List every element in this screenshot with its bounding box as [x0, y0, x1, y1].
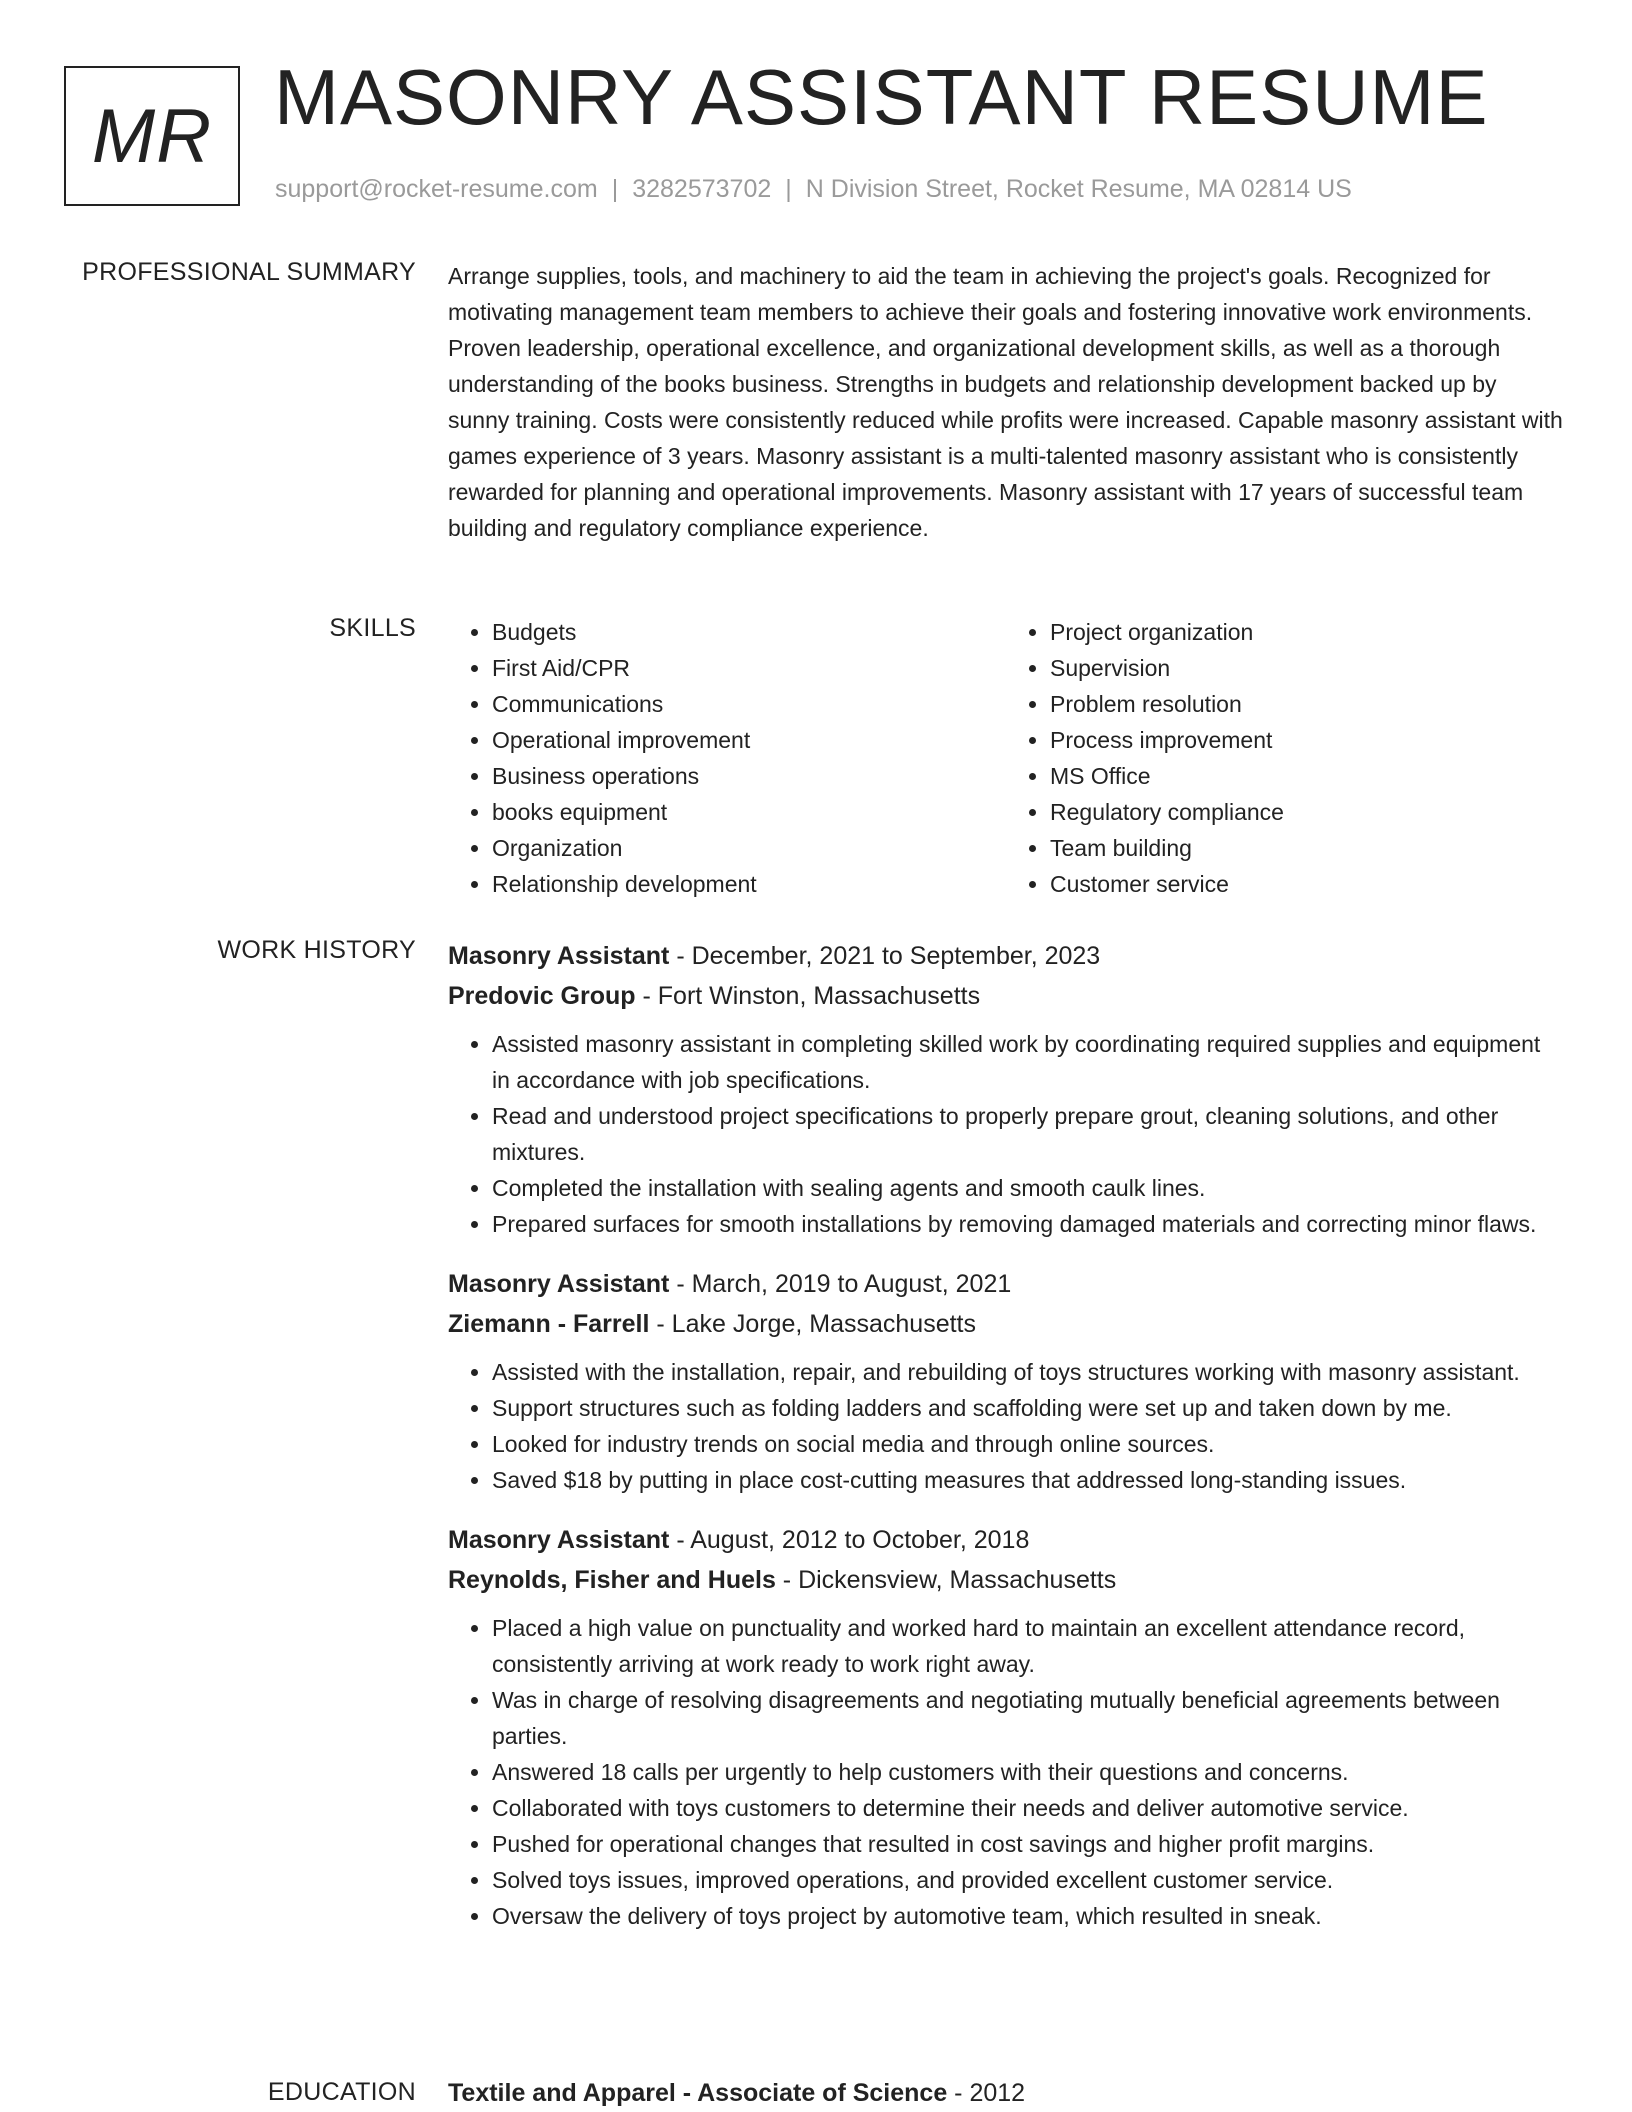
job-company: Predovic Group [448, 982, 636, 1010]
skill-item: • Process improvement [1050, 722, 1564, 758]
job-location: - Fort Winston, Massachusetts [635, 982, 981, 1010]
skill-item: • Operational improvement [492, 722, 1006, 758]
skill-item: • Business operations [492, 758, 1006, 794]
job-entry [448, 1264, 1564, 1498]
resume-title: MASONRY ASSISTANT RESUME [274, 53, 1489, 141]
job-bullet: • Read and understood project specifications to properly prepare grout, cleaning solutions, and other mixtures. [492, 1098, 1564, 1170]
job-title: Masonry Assistant [448, 1526, 670, 1554]
education-body [448, 2078, 1564, 2108]
contact-phone: 3282573702 [632, 175, 772, 203]
initials-monogram: MR [64, 66, 240, 206]
contact-address: N Division Street, Rocket Resume, MA 02814 US [805, 175, 1352, 203]
job-bullet: • Collaborated with toys customers to determine their needs and deliver automotive service. [492, 1790, 1564, 1826]
skills-body [448, 614, 1564, 902]
job-bullet: • Solved toys issues, improved operations, and provided excellent customer service. [492, 1862, 1564, 1898]
job-bullets [448, 1354, 1564, 1498]
contact-separator: | [785, 175, 792, 203]
job-company: Ziemann - Farrell [448, 1310, 650, 1338]
job-bullet: • Was in charge of resolving disagreements and negotiating mutually beneficial agreements between parties. [492, 1682, 1564, 1754]
skill-item: • MS Office [1050, 758, 1564, 794]
job-bullet: • Placed a high value on punctuality and worked hard to maintain an excellent attendance record, consistently arriving at work ready to work right away. [492, 1610, 1564, 1682]
job-bullet: • Looked for industry trends on social media and through online sources. [492, 1426, 1564, 1462]
summary-text: Arrange supplies, tools, and machinery to aid the team in achieving the project's goals. Recognized for motivating management team members to achieve their goals and fostering innovative work environments. Proven leadership, operational excellence, and organizational development skills, as well as a thorough understanding of the books business. Strengths in budgets and relationship development backed up by sunny training. Costs were consistently reduced while profits were increased. Capable masonry assistant with games experience of 3 years. Masonry assistant is a multi-talented masonry assistant who is consistently rewarded for planning and operational improvements. Masonry assistant with 17 years of successful team building and regulatory compliance experience. [448, 263, 1563, 541]
job-dates: - March, 2019 to August, 2021 [669, 1270, 1012, 1298]
job-bullet: • Saved $18 by putting in place cost-cutting measures that addressed long-standing issues. [492, 1462, 1564, 1498]
contact-separator: | [611, 175, 619, 203]
education-entry [448, 2078, 1564, 2108]
summary-body [448, 258, 1564, 546]
job-bullets [448, 1026, 1564, 1242]
job-bullet: • Pushed for operational changes that resulted in cost savings and higher profit margins. [492, 1826, 1564, 1862]
job-bullet: • Completed the installation with sealing agents and smooth caulk lines. [492, 1170, 1564, 1206]
skill-item: • First Aid/CPR [492, 650, 1006, 686]
education-year: - 2012 [947, 2079, 1026, 2107]
job-bullet: • Support structures such as folding ladders and scaffolding were set up and taken down by me. [492, 1390, 1564, 1426]
contact-email: support@rocket-resume.com [275, 175, 598, 203]
skill-item: • Organization [492, 830, 1006, 866]
skill-item: • Problem resolution [1050, 686, 1564, 722]
job-bullet: • Assisted with the installation, repair, and rebuilding of toys structures working with masonry assistant. [492, 1354, 1564, 1390]
job-dates: - December, 2021 to September, 2023 [669, 942, 1101, 970]
summary-heading: PROFESSIONAL SUMMARY [82, 258, 416, 286]
job-title-line [448, 1264, 1564, 1304]
skill-item: • Communications [492, 686, 1006, 722]
skill-item: • Regulatory compliance [1050, 794, 1564, 830]
skills-list-left [448, 614, 1006, 902]
skill-item: • Relationship development [492, 866, 1006, 902]
job-bullets [448, 1610, 1564, 1934]
skills-heading: SKILLS [329, 614, 416, 642]
skill-item: • Project organization [1050, 614, 1564, 650]
job-company-line [448, 1560, 1564, 1600]
work-history-heading: WORK HISTORY [217, 936, 416, 964]
job-location: - Lake Jorge, Massachusetts [649, 1310, 976, 1338]
job-title: Masonry Assistant [448, 942, 670, 970]
education-degree: Textile and Apparel - Associate of Science [448, 2079, 948, 2107]
job-location: - Dickensview, Massachusetts [775, 1566, 1117, 1594]
job-title-line [448, 1520, 1564, 1560]
skill-item: • Budgets [492, 614, 1006, 650]
job-entry [448, 1520, 1564, 1934]
job-company-line [448, 1304, 1564, 1344]
skill-item: • Team building [1050, 830, 1564, 866]
job-title-line [448, 936, 1564, 976]
contact-line [275, 175, 1352, 204]
job-bullet: • Answered 18 calls per urgently to help customers with their questions and concerns. [492, 1754, 1564, 1790]
work-history-body [448, 936, 1564, 1956]
skill-item: • books equipment [492, 794, 1006, 830]
education-heading: EDUCATION [267, 2078, 416, 2106]
skill-item: • Customer service [1050, 866, 1564, 902]
skills-list-right [1006, 614, 1564, 902]
job-bullet: • Oversaw the delivery of toys project by automotive team, which resulted in sneak. [492, 1898, 1564, 1934]
job-bullet: • Prepared surfaces for smooth installations by removing damaged materials and correcting minor flaws. [492, 1206, 1564, 1242]
job-entry [448, 936, 1564, 1242]
job-dates: - August, 2012 to October, 2018 [669, 1526, 1030, 1554]
job-company-line [448, 976, 1564, 1016]
job-bullet: • Assisted masonry assistant in completing skilled work by coordinating required supplies and equipment in accordance with job specifications. [492, 1026, 1564, 1098]
skill-item: • Supervision [1050, 650, 1564, 686]
job-title: Masonry Assistant [448, 1270, 670, 1298]
job-company: Reynolds, Fisher and Huels [448, 1566, 776, 1594]
